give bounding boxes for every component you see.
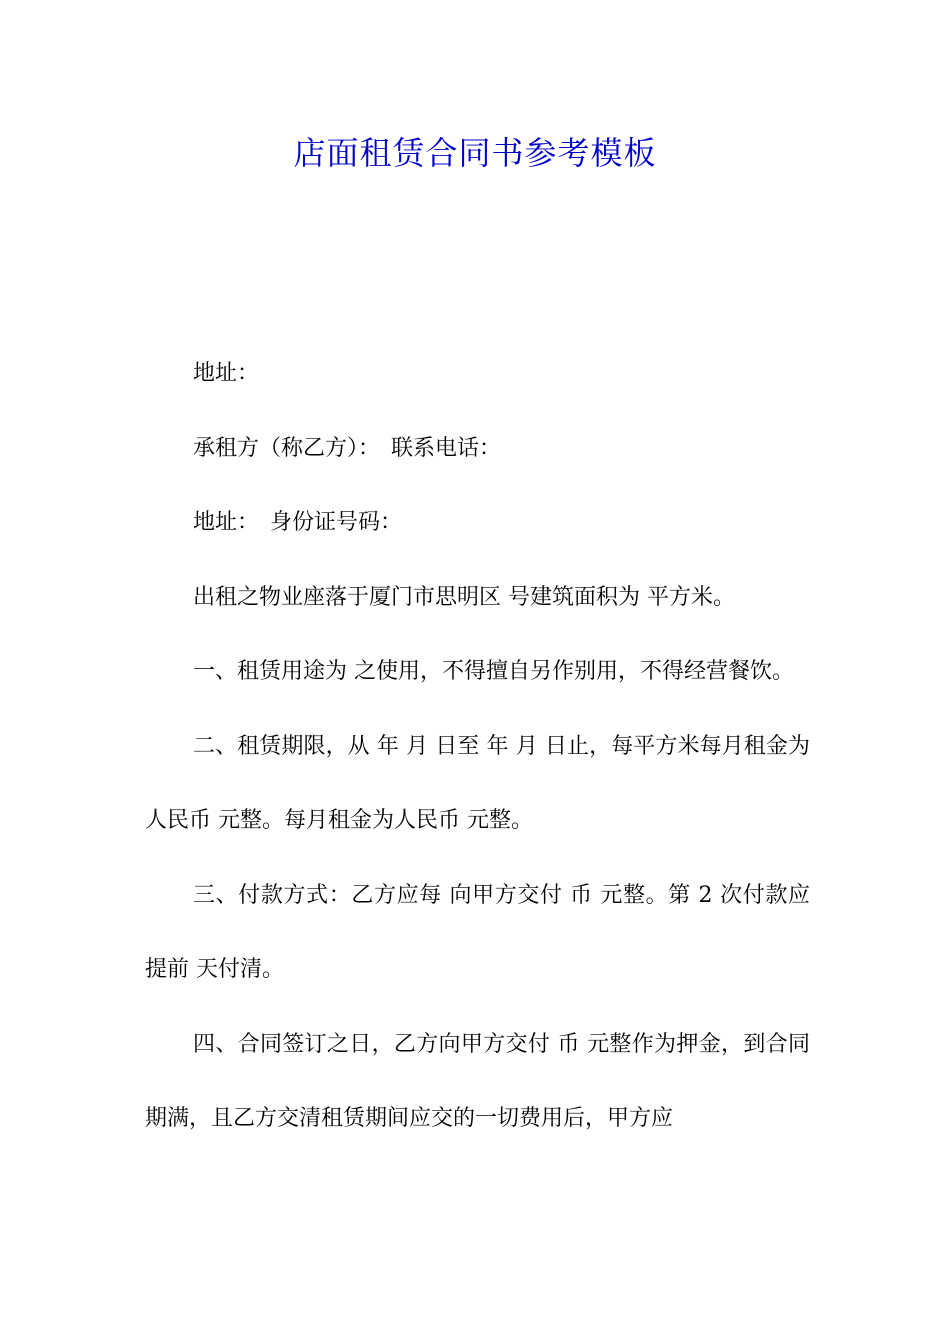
paragraph-lessee: 承租方（称乙方）： 联系电话： (193, 435, 502, 461)
paragraph-property-location: 出租之物业座落于厦门市思明区 号建筑面积为 平方米。 (193, 584, 735, 610)
document-body (145, 337, 810, 1157)
paragraph-clause-4-deposit: 四、合同签订之日，乙方向甲方交付 币 元整作为押金，到合同期满，且乙方交清租赁期间应交的一切费用后，甲方应 (145, 1031, 810, 1131)
paragraph-address-id: 地址： 身份证号码： (193, 510, 403, 535)
paragraph-clause-1-usage: 一、租赁用途为 之使用，不得擅自另作别用，不得经营餐饮。 (193, 659, 794, 684)
paragraph-address: 地址： (193, 361, 260, 386)
paragraph-clause-2-term: 二、租赁期限，从 年 月 日至 年 月 日止，每平方米每月租金为人民币 元整。每月租金为人民币 元整。 (145, 733, 810, 833)
document-title: 店面租赁合同书参考模板 (293, 134, 657, 172)
paragraph-clause-3-payment: 三、付款方式：乙方应每 向甲方交付 币 元整。第 2 次付款应提前 天付清。 (145, 882, 810, 982)
